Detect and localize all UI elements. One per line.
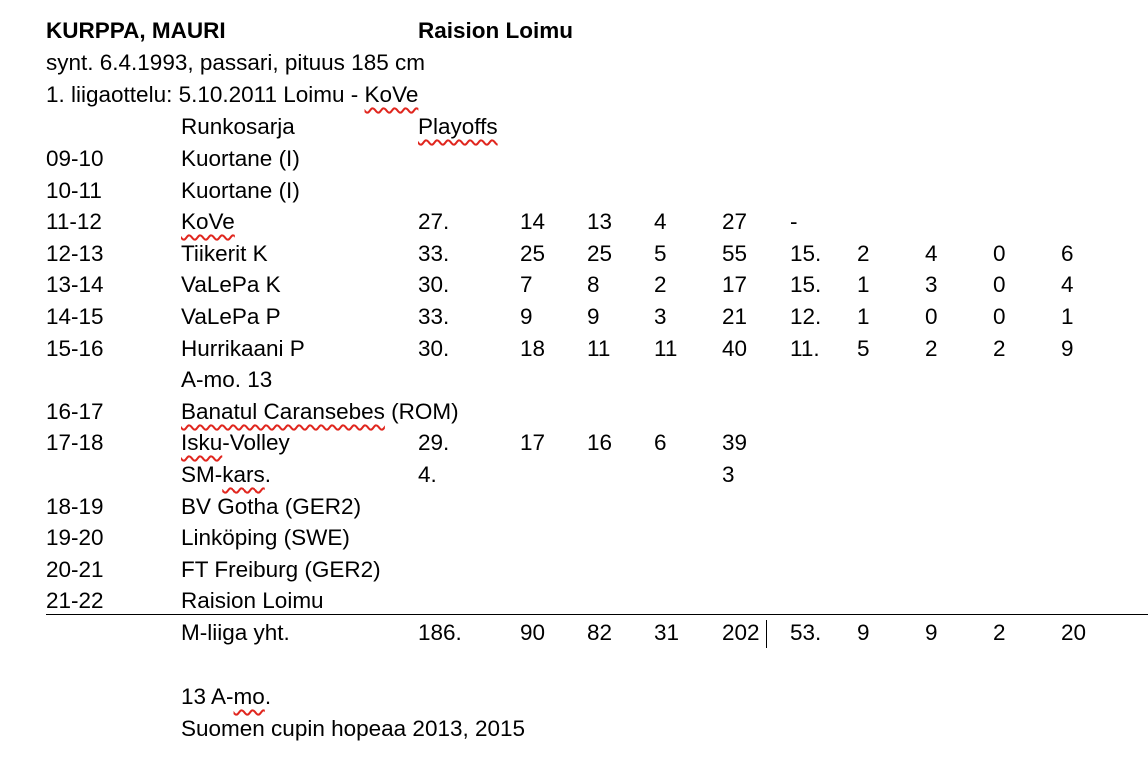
regular-season-stat: 25 [520,241,546,266]
season-cell: 10-11 [46,178,102,203]
first-game-opponent: KoVe [364,82,419,107]
regular-season-stat: 39 [722,430,748,455]
regular-season-stat: 3 [722,462,735,487]
season-cell: 19-20 [46,525,104,550]
spellcheck-underline: kars [222,462,265,487]
caps-note [181,684,271,710]
season-cell: 15-16 [46,336,104,361]
regular-season-stat: 13 [587,209,613,234]
spellcheck-underline: KoVe [181,209,235,234]
text-cursor [766,620,767,648]
team-cell: BV Gotha (GER2) [181,494,362,519]
team-cell: VaLePa P [181,304,281,329]
caps-suffix: mo [233,684,265,709]
regular-season-stat: 9 [587,304,600,329]
cup-note: Suomen cupin hopeaa 2013, 2015 [181,716,526,741]
playoff-stat: 4 [1061,272,1074,297]
playoff-stat: 2 [857,241,870,266]
first-game-info [46,82,418,108]
playoff-stat: 1 [857,304,870,329]
team-cell: Kuortane (I) [181,178,300,203]
column-regular-season: Runkosarja [181,114,295,139]
total-playoff-stat: 20 [1061,620,1087,645]
current-team: Raision Loimu [418,18,574,43]
regular-season-stat: 27 [722,209,748,234]
team-cell: FT Freiburg (GER2) [181,557,381,582]
total-regular-season-stat: 82 [587,620,613,645]
total-regular-season-stat: 186. [418,620,462,645]
regular-season-stat: 8 [587,272,600,297]
regular-season-stat: 4. [418,462,437,487]
regular-season-stat: 40 [722,336,748,361]
playoff-stat: 0 [993,304,1006,329]
column-playoffs: Playoffs [418,114,498,139]
team-cell: Linköping (SWE) [181,525,350,550]
total-playoff-stat: 2 [993,620,1006,645]
regular-season-stat: 21 [722,304,748,329]
playoff-stat: 0 [925,304,938,329]
playoff-stat: 9 [1061,336,1074,361]
team-cell: Kuortane (I) [181,146,300,171]
caps-end: . [264,684,272,709]
regular-season-stat: 6 [654,430,667,455]
regular-season-stat: 33. [418,241,450,266]
playoff-stat: 11. [790,336,820,361]
playoff-stat: 15. [790,272,822,297]
playoff-stat: 2 [925,336,938,361]
regular-season-stat: 29. [418,430,450,455]
regular-season-stat: 2 [654,272,667,297]
regular-season-stat: 11 [587,336,611,361]
team-cell: Tiikerit K [181,241,268,266]
regular-season-stat: 55 [722,241,748,266]
playoff-stat: 0 [993,272,1006,297]
player-name: KURPPA, MAURI [46,18,226,43]
team-cell: A-mo. 13 [181,367,273,392]
playoff-stat: 0 [993,241,1006,266]
spellcheck-underline: Banatul Caransebes [181,399,385,424]
regular-season-stat: 3 [654,304,667,329]
playoff-stat: - [790,209,798,234]
season-cell: 21-22 [46,588,104,613]
season-cell: 16-17 [46,399,104,424]
season-cell: 13-14 [46,272,104,297]
season-cell: 14-15 [46,304,104,329]
regular-season-stat: 25 [587,241,613,266]
total-regular-season-stat: 31 [654,620,680,645]
team-cell: Isku-Volley [181,430,290,455]
first-game-prefix: 1. liigaottelu: 5.10.2011 Loimu - [46,82,365,107]
total-regular-season-stat: 202 [722,620,760,645]
playoff-stat: 2 [993,336,1006,361]
total-playoff-stat: 9 [925,620,938,645]
caps-prefix: 13 A- [181,684,234,709]
season-cell: 18-19 [46,494,104,519]
regular-season-stat: 30. [418,336,450,361]
team-cell: VaLePa K [181,272,281,297]
totals-label: M-liiga yht. [181,620,290,645]
playoff-stat: 1 [1061,304,1074,329]
season-cell: 09-10 [46,146,104,171]
total-regular-season-stat: 90 [520,620,546,645]
team-cell: SM-kars. [181,462,272,487]
season-cell: 17-18 [46,430,104,455]
regular-season-stat: 4 [654,209,667,234]
regular-season-stat: 16 [587,430,613,455]
season-cell: 12-13 [46,241,104,266]
regular-season-stat: 17 [722,272,748,297]
regular-season-stat: 14 [520,209,546,234]
regular-season-stat: 7 [520,272,533,297]
regular-season-stat: 17 [520,430,546,455]
team-cell: Banatul Caransebes (ROM) [181,399,459,424]
playoff-stat: 3 [925,272,938,297]
playoff-stat: 5 [857,336,870,361]
season-cell: 11-12 [46,209,102,234]
regular-season-stat: 18 [520,336,546,361]
total-divider-line [46,614,1148,615]
total-playoff-stat: 9 [857,620,870,645]
season-cell: 20-21 [46,557,104,582]
regular-season-stat: 11 [654,336,678,361]
regular-season-stat: 33. [418,304,450,329]
team-cell: Hurrikaani P [181,336,305,361]
team-cell: Raision Loimu [181,588,324,613]
playoff-stat: 1 [857,272,870,297]
team-cell [181,209,235,235]
regular-season-stat: 5 [654,241,667,266]
birth-info: synt. 6.4.1993, passari, pituus 185 cm [46,50,425,75]
playoff-stat: 6 [1061,241,1074,266]
regular-season-stat: 27. [418,209,450,234]
total-playoff-stat: 53. [790,620,822,645]
playoff-stat: 15. [790,241,822,266]
regular-season-stat: 30. [418,272,450,297]
spellcheck-underline: Isku [181,430,223,455]
regular-season-stat: 9 [520,304,533,329]
playoff-stat: 4 [925,241,938,266]
playoff-stat: 12. [790,304,822,329]
